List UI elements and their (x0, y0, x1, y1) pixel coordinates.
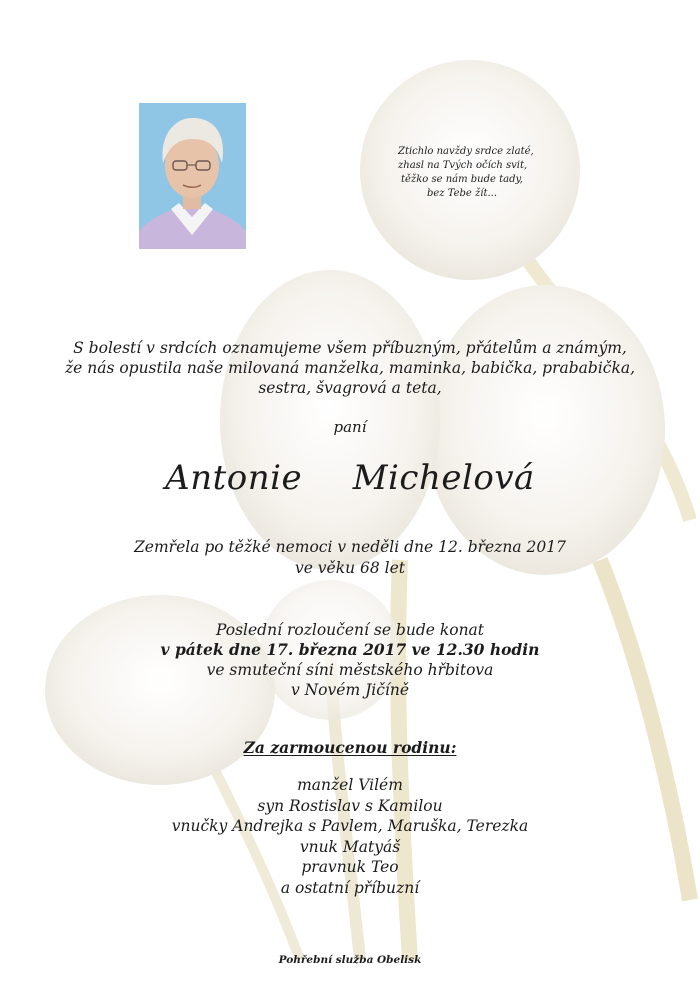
announcement-line: sestra, švagrová a teta, (258, 379, 442, 397)
mourners-list (0, 775, 700, 898)
funeral-info (0, 620, 700, 700)
deceased-name (0, 456, 700, 500)
poem-line: zhasl na Tvých očích svit, (398, 160, 528, 171)
mourners-title: Za zarmoucenou rodinu: (243, 738, 457, 757)
salutation: paní (333, 418, 367, 436)
announcement (0, 338, 700, 398)
poem-line: těžko se nám bude tady, (401, 174, 523, 185)
funeral-datetime: v pátek dne 17. března 2017 ve 12.30 hodin (160, 640, 540, 659)
funeral-town: v Novém Jičíně (290, 681, 410, 699)
funeral-service-footer: Pohřební služba Obelisk (278, 954, 422, 966)
funeral-place: ve smuteční síni městského hřbitova (206, 661, 494, 679)
portrait-icon (139, 103, 246, 249)
mourner-name: pravnuk Teo (301, 858, 399, 876)
mourner-name: a ostatní příbuzní (280, 878, 420, 897)
death-info-line: Zemřela po těžké nemoci v neděli dne 12. března 2017 (134, 538, 566, 556)
death-info (0, 537, 700, 579)
mourner-name: vnučky Andrejka s Pavlem, Maruška, Terezka (171, 817, 529, 835)
poem (398, 145, 534, 201)
mourner-name: vnuk Matyáš (299, 837, 401, 856)
announcement-line: S bolestí v srdcích oznamujeme všem příbuzným, přátelům a známým, (73, 339, 627, 357)
portrait-photo (139, 103, 246, 249)
death-info-line: ve věku 68 let (294, 559, 406, 577)
deceased-name-text: Antonie Michelová (165, 458, 535, 498)
announcement-line: že nás opustila naše milovaná manželka, maminka, babička, prababička, (64, 359, 636, 377)
poem-line: bez Tebe žít... (426, 188, 498, 199)
mourner-name: manžel Vilém (297, 776, 403, 794)
mourner-name: syn Rostislav s Kamilou (257, 796, 443, 815)
funeral-intro: Poslední rozloučení se bude konat (215, 621, 485, 639)
poem-line: Ztichlo navždy srdce zlaté, (398, 146, 534, 157)
